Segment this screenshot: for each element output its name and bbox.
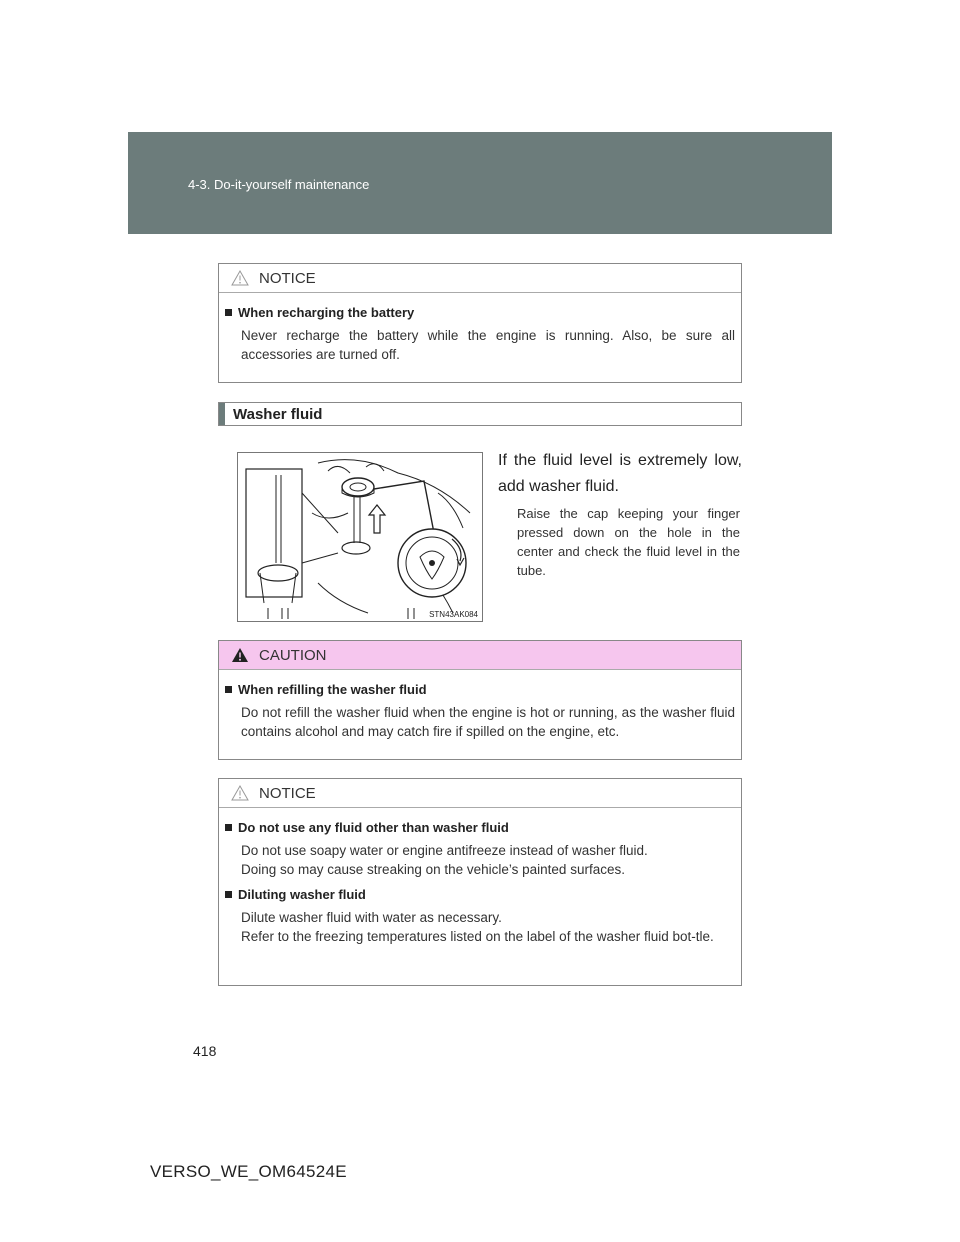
bullet-square-icon — [225, 686, 232, 693]
washer-reservoir-drawing — [238, 453, 482, 621]
caution-box-refilling — [218, 640, 742, 760]
notice-item-text: Doing so may cause streaking on the vehicle’s painted surfaces. — [241, 862, 625, 877]
notice-box-battery — [218, 263, 742, 383]
notice-item-title: When recharging the battery — [225, 305, 735, 320]
document-code: VERSO_WE_OM64524E — [150, 1162, 347, 1181]
bullet-square-icon — [225, 891, 232, 898]
washer-fluid-lead: If the fluid level is extremely low, add washer fluid. — [498, 452, 742, 495]
notice-header — [219, 779, 741, 808]
figure-code: STN43AK084 — [429, 610, 478, 619]
washer-fluid-instruction: Raise the cap keeping your finger pressed down on the hole in the center and check the fluid level in the tube. — [517, 506, 740, 578]
section-header-washer-fluid — [218, 402, 742, 426]
header-band — [128, 132, 832, 234]
caution-item-text: Do not refill the washer fluid when the engine is hot or running, as the washer fluid contains alcohol and may catch fire if spilled on the engine, etc. — [241, 705, 735, 739]
notice-heading: NOTICE — [259, 269, 316, 287]
notice-item-title: Do not use any fluid other than washer fluid — [225, 820, 735, 835]
bullet-square-icon — [225, 309, 232, 316]
warning-filled-icon — [231, 647, 249, 663]
warning-outline-icon — [231, 270, 249, 286]
notice-item-text: Never recharge the battery while the engine is running. Also, be sure all accessories are turned off. — [241, 328, 735, 362]
section-accent-bar — [219, 403, 225, 425]
notice-box-washer-fluid — [218, 778, 742, 986]
section-breadcrumb: 4-3. Do-it-yourself maintenance — [188, 177, 370, 192]
washer-fluid-illustration — [237, 452, 483, 622]
caution-item-title: When refilling the washer fluid — [225, 682, 735, 697]
warning-outline-icon — [231, 785, 249, 801]
section-title: Washer fluid — [233, 405, 323, 423]
notice-item-text: Refer to the freezing temperatures listed on the label of the washer fluid bot-tle. — [241, 929, 714, 944]
notice-item-text: Do not use soapy water or engine antifreeze instead of washer fluid. — [241, 843, 648, 858]
notice-header — [219, 264, 741, 293]
caution-header — [219, 641, 741, 670]
caution-heading: CAUTION — [259, 646, 327, 664]
notice-item-text: Dilute washer fluid with water as necessary. — [241, 910, 502, 925]
bullet-square-icon — [225, 824, 232, 831]
page-number: 418 — [193, 1043, 217, 1059]
notice-heading: NOTICE — [259, 784, 316, 802]
notice-item-title: Diluting washer fluid — [225, 887, 735, 902]
